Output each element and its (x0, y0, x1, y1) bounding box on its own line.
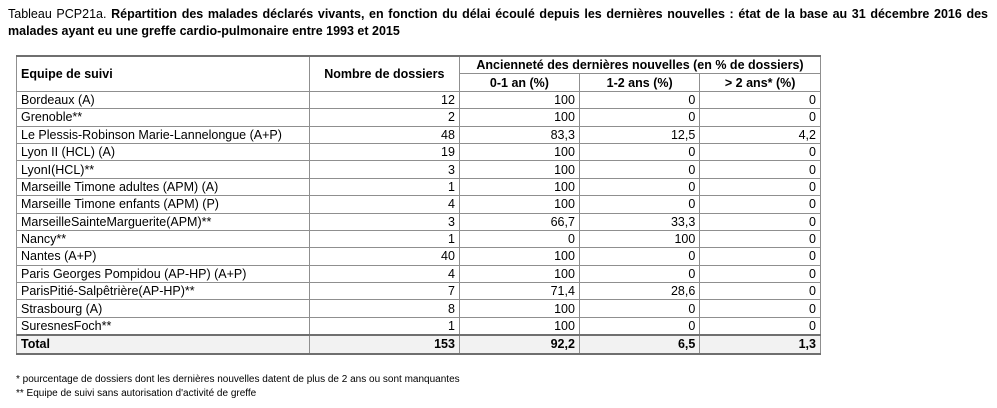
cell-team: Marseille Timone adultes (APM) (A) (17, 178, 310, 195)
cell-pct-1-2: 0 (579, 300, 699, 317)
cell-pct-1-2: 12,5 (579, 126, 699, 143)
cell-pct-over-2: 0 (700, 143, 821, 160)
cell-count: 12 (309, 91, 459, 108)
cell-pct-1-2: 0 (579, 143, 699, 160)
cell-team: Nantes (A+P) (17, 248, 310, 265)
cell-pct-0-1: 66,7 (459, 213, 579, 230)
caption-title: Répartition des malades déclarés vivants, en fonction du délai écoulé depuis les dernières nouvelles : état de la base au 31 décembre 2016 des malades ayant eu une greffe cardio-pulmonaire entre 1993 et 2015 (8, 7, 988, 38)
table-row (17, 317, 821, 335)
cell-pct-1-2: 0 (579, 91, 699, 108)
cell-pct-1-2: 28,6 (579, 283, 699, 300)
cell-team: Nancy** (17, 230, 310, 247)
cell-team: SuresnesFoch** (17, 317, 310, 335)
cell-pct-0-1: 100 (459, 161, 579, 178)
cell-team: Total (17, 335, 310, 353)
header-team: Equipe de suivi (17, 56, 310, 91)
cell-pct-over-2: 0 (700, 161, 821, 178)
cell-pct-over-2: 0 (700, 213, 821, 230)
table-row (17, 196, 821, 213)
cell-pct-over-2: 0 (700, 109, 821, 126)
total-row (17, 335, 821, 353)
cell-pct-0-1: 100 (459, 109, 579, 126)
table-row (17, 283, 821, 300)
cell-count: 2 (309, 109, 459, 126)
cell-pct-0-1: 100 (459, 248, 579, 265)
cell-team: ParisPitié-Salpêtrière(AP-HP)** (17, 283, 310, 300)
cell-pct-1-2: 0 (579, 109, 699, 126)
table-row (17, 143, 821, 160)
cell-pct-1-2: 0 (579, 265, 699, 282)
cell-team: MarseilleSainteMarguerite(APM)** (17, 213, 310, 230)
cell-team: Bordeaux (A) (17, 91, 310, 108)
cell-pct-1-2: 0 (579, 317, 699, 335)
table-row (17, 161, 821, 178)
table-row (17, 230, 821, 247)
cell-pct-1-2: 6,5 (579, 335, 699, 353)
cell-pct-0-1: 100 (459, 178, 579, 195)
cell-pct-0-1: 100 (459, 91, 579, 108)
cell-pct-1-2: 0 (579, 196, 699, 213)
table-row (17, 248, 821, 265)
cell-count: 40 (309, 248, 459, 265)
header-count: Nombre de dossiers (309, 56, 459, 91)
cell-count: 1 (309, 317, 459, 335)
caption-label: Tableau PCP21a. (8, 7, 107, 21)
cell-team: Marseille Timone enfants (APM) (P) (17, 196, 310, 213)
cell-pct-over-2: 0 (700, 230, 821, 247)
table-row (17, 265, 821, 282)
cell-pct-0-1: 100 (459, 317, 579, 335)
cell-pct-1-2: 0 (579, 161, 699, 178)
table-row (17, 178, 821, 195)
cell-pct-over-2: 0 (700, 248, 821, 265)
cell-pct-0-1: 92,2 (459, 335, 579, 353)
cell-team: Strasbourg (A) (17, 300, 310, 317)
cell-team: Paris Georges Pompidou (AP-HP) (A+P) (17, 265, 310, 282)
table-caption (8, 6, 988, 40)
cell-pct-over-2: 0 (700, 91, 821, 108)
cell-pct-1-2: 100 (579, 230, 699, 247)
cell-count: 3 (309, 161, 459, 178)
cell-count: 7 (309, 283, 459, 300)
cell-pct-over-2: 0 (700, 317, 821, 335)
table-row (17, 126, 821, 143)
table-row (17, 300, 821, 317)
cell-pct-0-1: 0 (459, 230, 579, 247)
cell-pct-0-1: 100 (459, 196, 579, 213)
cell-pct-0-1: 71,4 (459, 283, 579, 300)
table-row (17, 91, 821, 108)
cell-pct-0-1: 100 (459, 265, 579, 282)
cell-count: 153 (309, 335, 459, 353)
cell-team: Grenoble** (17, 109, 310, 126)
cell-pct-over-2: 4,2 (700, 126, 821, 143)
cell-count: 1 (309, 178, 459, 195)
cell-pct-over-2: 0 (700, 265, 821, 282)
table-row (17, 109, 821, 126)
header-col-0-1: 0-1 an (%) (459, 74, 579, 91)
cell-pct-over-2: 0 (700, 300, 821, 317)
footnote-2: ** Equipe de suivi sans autorisation d'activité de greffe (16, 387, 257, 399)
cell-count: 8 (309, 300, 459, 317)
cell-pct-0-1: 100 (459, 300, 579, 317)
header-row-top (17, 56, 821, 74)
header-col-over-2: > 2 ans* (%) (700, 74, 821, 91)
cell-count: 19 (309, 143, 459, 160)
cell-pct-1-2: 33,3 (579, 213, 699, 230)
cell-count: 48 (309, 126, 459, 143)
cell-team: Le Plessis-Robinson Marie-Lannelongue (A+P) (17, 126, 310, 143)
cell-pct-0-1: 83,3 (459, 126, 579, 143)
data-table (16, 55, 821, 355)
cell-team: Lyon II (HCL) (A) (17, 143, 310, 160)
cell-pct-1-2: 0 (579, 248, 699, 265)
cell-pct-0-1: 100 (459, 143, 579, 160)
table-body (17, 91, 821, 353)
cell-pct-1-2: 0 (579, 178, 699, 195)
cell-pct-over-2: 0 (700, 196, 821, 213)
cell-pct-over-2: 0 (700, 178, 821, 195)
cell-count: 3 (309, 213, 459, 230)
cell-team: LyonI(HCL)** (17, 161, 310, 178)
cell-count: 4 (309, 265, 459, 282)
footnotes (16, 373, 460, 400)
cell-pct-over-2: 1,3 (700, 335, 821, 353)
header-col-1-2: 1-2 ans (%) (579, 74, 699, 91)
cell-count: 1 (309, 230, 459, 247)
cell-count: 4 (309, 196, 459, 213)
table-row (17, 213, 821, 230)
footnote-1: * pourcentage de dossiers dont les dernières nouvelles datent de plus de 2 ans ou sont manquantes (16, 374, 460, 385)
header-group: Ancienneté des dernières nouvelles (en % de dossiers) (459, 56, 820, 74)
cell-pct-over-2: 0 (700, 283, 821, 300)
